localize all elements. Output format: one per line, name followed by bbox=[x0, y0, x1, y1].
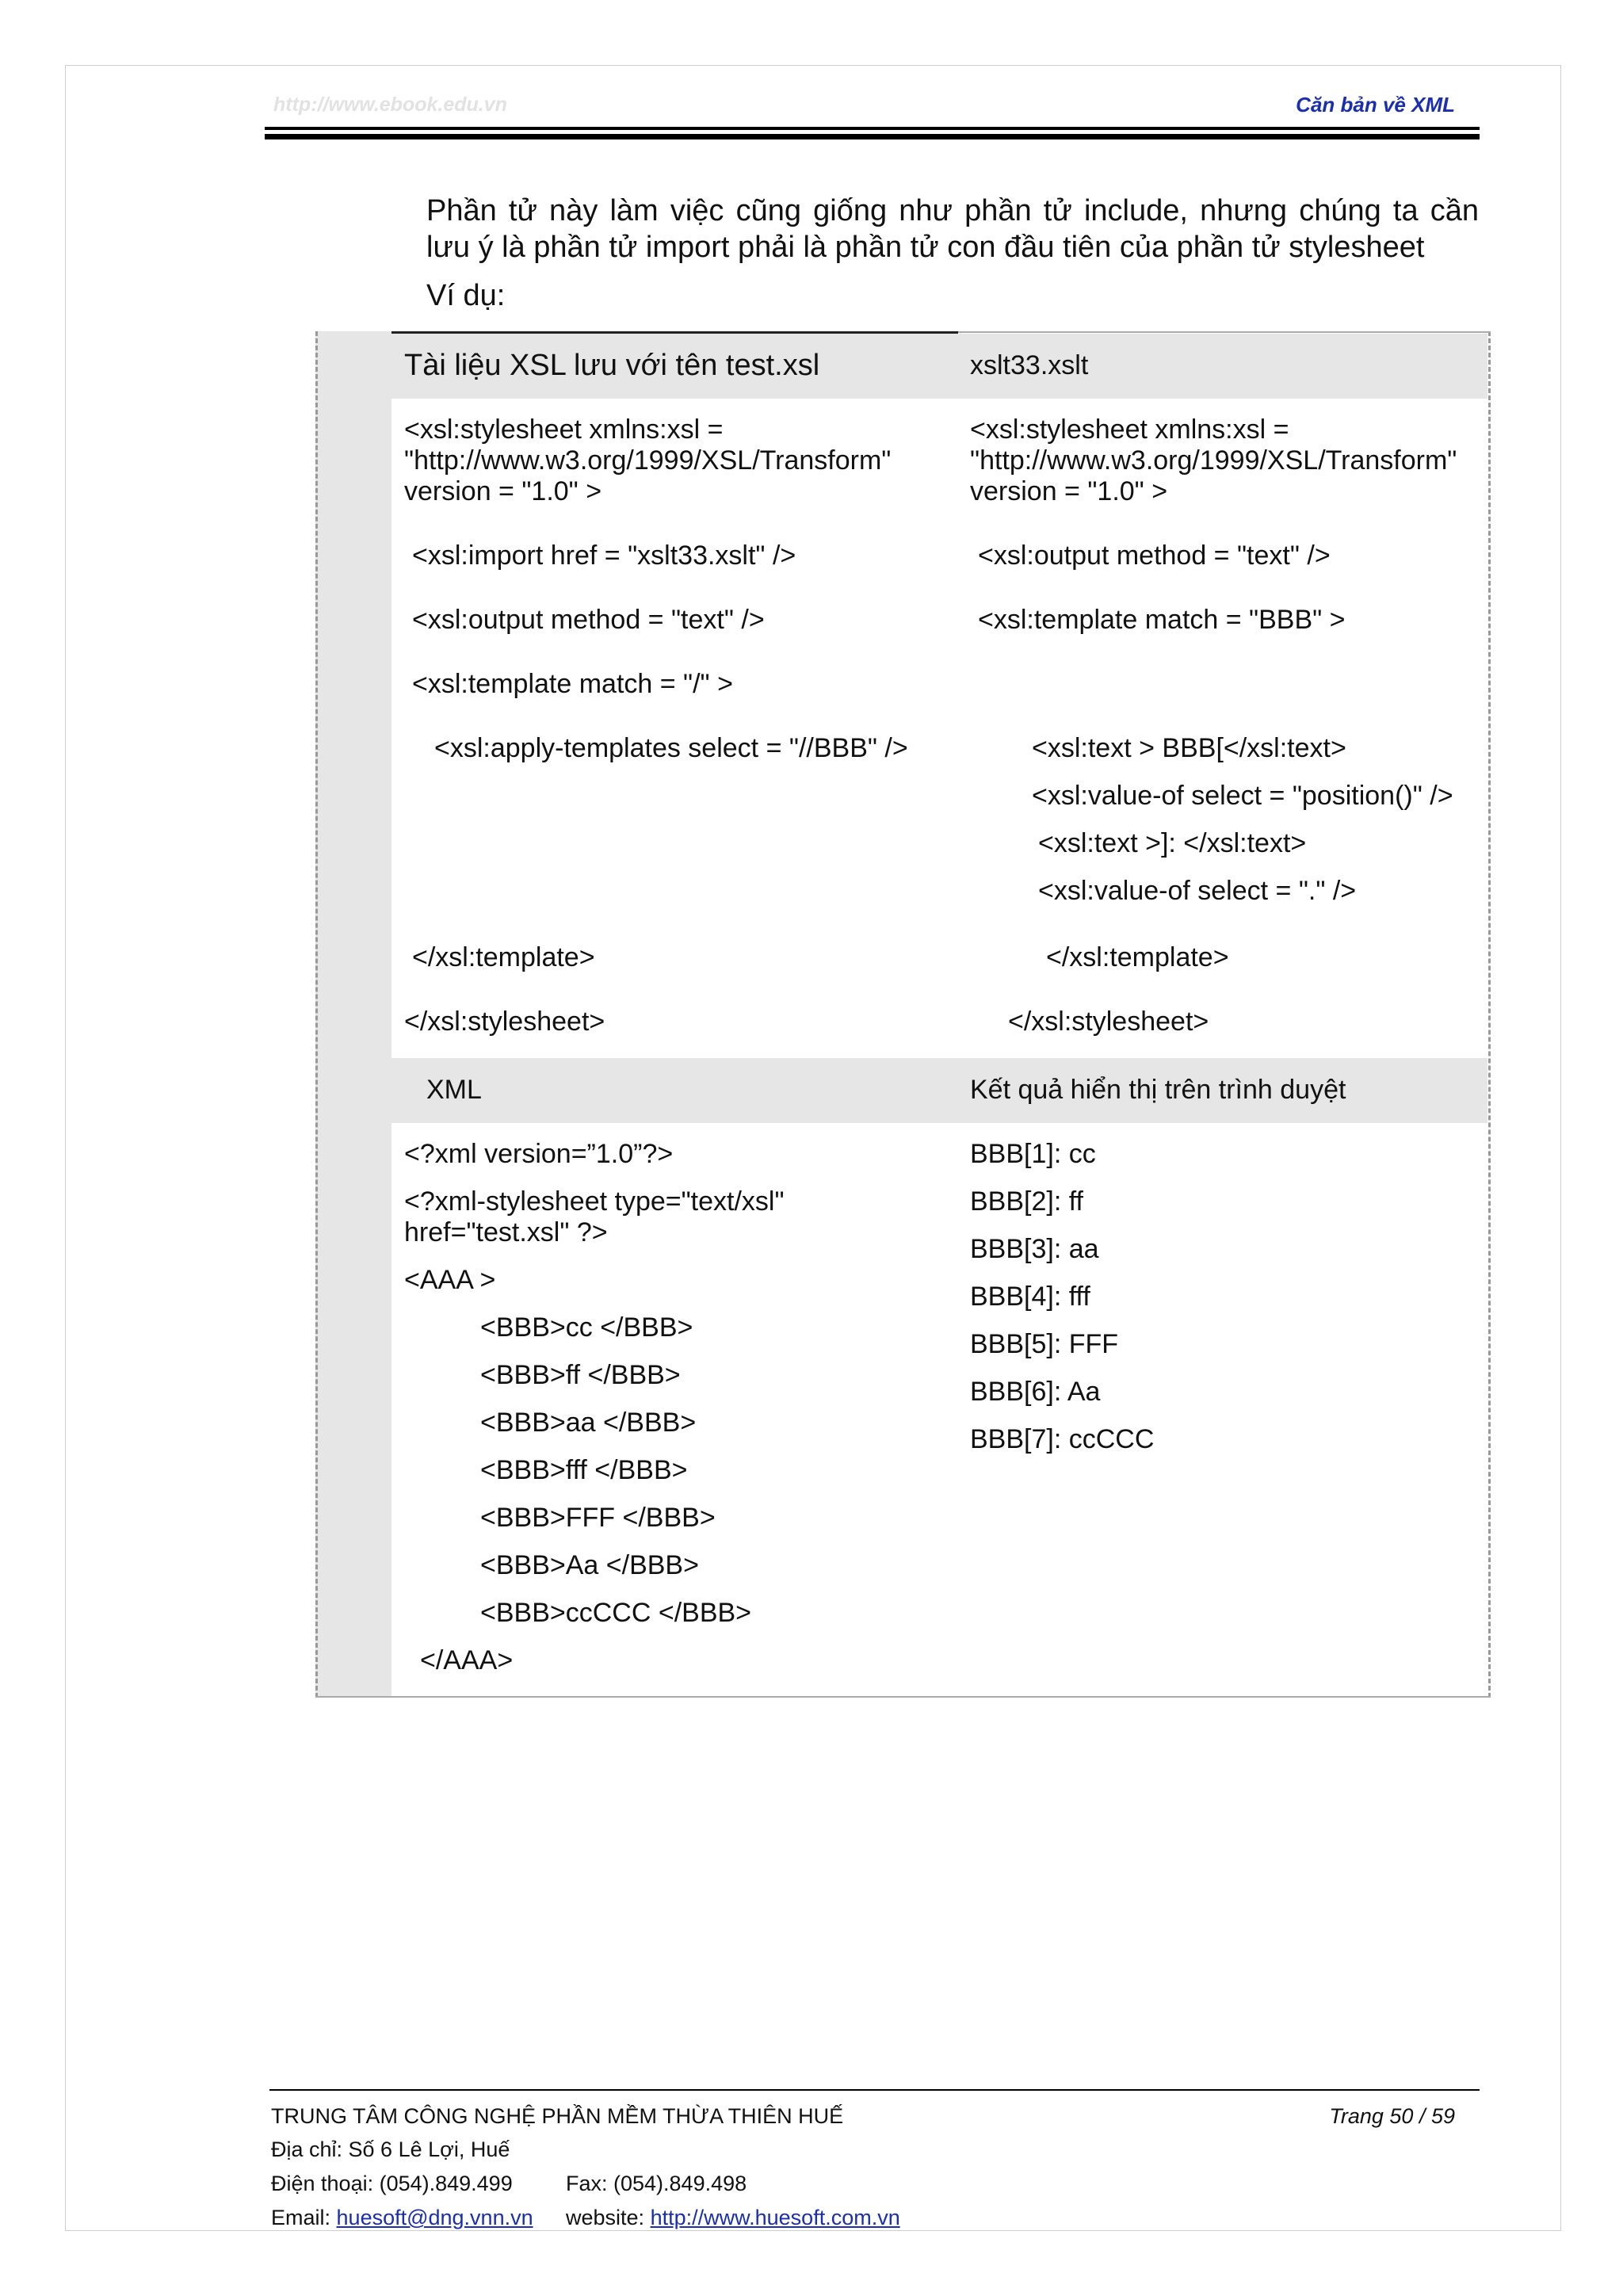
footer-phone: Điện thoại: (054).849.499 bbox=[271, 2172, 513, 2195]
code-line: </xsl:template> bbox=[412, 942, 595, 972]
code-line: <xsl:template match = "/" > bbox=[412, 669, 733, 699]
header-browser-result: Kết quả hiển thị trên trình duyệt bbox=[970, 1075, 1346, 1105]
result-line: BBB[4]: fff bbox=[970, 1282, 1090, 1312]
xml-line: </AAA> bbox=[420, 1645, 514, 1675]
example-label: Ví dụ: bbox=[426, 279, 506, 312]
xml-line: <BBB>cc </BBB> bbox=[480, 1312, 693, 1343]
table-side-bar bbox=[315, 331, 391, 1698]
xml-line: <BBB>Aa </BBB> bbox=[480, 1550, 699, 1580]
footer-website-link[interactable]: http://www.huesoft.com.vn bbox=[650, 2206, 900, 2229]
footer-address: Địa chỉ: Số 6 Lê Lợi, Huế bbox=[271, 2137, 510, 2161]
result-line: BBB[6]: Aa bbox=[970, 1377, 1101, 1407]
footer-email-row bbox=[271, 2206, 533, 2230]
code-line: <xsl:import href = "xslt33.xslt" /> bbox=[412, 541, 796, 571]
footer-org: TRUNG TÂM CÔNG NGHỆ PHẦN MỀM THỪA THIÊN HUẾ bbox=[271, 2104, 844, 2128]
footer-fax: Fax: (054).849.498 bbox=[566, 2172, 747, 2195]
footer-website-row bbox=[566, 2206, 900, 2230]
header-xslt33-file: xslt33.xslt bbox=[970, 350, 1089, 380]
xml-line: <BBB>ff </BBB> bbox=[480, 1360, 681, 1390]
code-line: </xsl:template> bbox=[1046, 942, 1229, 972]
header-rule-thick bbox=[265, 134, 1480, 139]
code-line: </xsl:stylesheet> bbox=[404, 1007, 605, 1037]
code-line: <xsl:text >]: </xsl:text> bbox=[1038, 828, 1307, 858]
code-line: <xsl:template match = "BBB" > bbox=[978, 605, 1346, 635]
table-right-edge bbox=[1487, 331, 1491, 1698]
code-line: version = "1.0" > bbox=[970, 476, 1168, 506]
code-line: "http://www.w3.org/1999/XSL/Transform" bbox=[404, 445, 892, 476]
xml-line: <?xml-stylesheet type="text/xsl" bbox=[404, 1186, 785, 1217]
code-line: version = "1.0" > bbox=[404, 476, 602, 506]
code-line: </xsl:stylesheet> bbox=[1008, 1007, 1209, 1037]
header-xsl-file: Tài liệu XSL lưu với tên test.xsl bbox=[404, 349, 820, 382]
code-line: <xsl:stylesheet xmlns:xsl = bbox=[970, 415, 1289, 445]
xml-line: <BBB>FFF </BBB> bbox=[480, 1503, 716, 1533]
result-line: BBB[3]: aa bbox=[970, 1234, 1099, 1264]
xml-line: <BBB>fff </BBB> bbox=[480, 1455, 688, 1485]
code-line: <xsl:stylesheet xmlns:xsl = bbox=[404, 415, 724, 445]
header-title: Căn bản về XML bbox=[1296, 93, 1455, 117]
result-line: BBB[2]: ff bbox=[970, 1186, 1084, 1217]
table-bottom-rule bbox=[315, 1696, 1491, 1698]
header-rule bbox=[265, 127, 1480, 130]
footer-email-link[interactable]: huesoft@dng.vnn.vn bbox=[336, 2206, 533, 2229]
code-line: <xsl:apply-templates select = "//BBB" /> bbox=[434, 733, 908, 763]
header-url: http://www.ebook.edu.vn bbox=[273, 94, 507, 116]
result-line: BBB[5]: FFF bbox=[970, 1329, 1119, 1359]
footer-rule bbox=[269, 2089, 1480, 2091]
xml-line: <BBB>aa </BBB> bbox=[480, 1408, 697, 1438]
code-line: <xsl:text > BBB[</xsl:text> bbox=[1032, 733, 1346, 763]
xml-line: <AAA > bbox=[404, 1265, 496, 1295]
header-xml: XML bbox=[426, 1075, 482, 1105]
code-line: <xsl:value-of select = "position()" /> bbox=[1032, 781, 1453, 811]
code-line: <xsl:output method = "text" /> bbox=[978, 541, 1331, 571]
code-line: "http://www.w3.org/1999/XSL/Transform" bbox=[970, 445, 1457, 476]
result-line: BBB[1]: cc bbox=[970, 1139, 1096, 1169]
table-top-rule-right bbox=[958, 331, 1491, 333]
code-line: <xsl:value-of select = "." /> bbox=[1038, 876, 1357, 906]
xml-line: <BBB>ccCCC </BBB> bbox=[480, 1598, 752, 1628]
result-line: BBB[7]: ccCCC bbox=[970, 1424, 1155, 1454]
code-line: <xsl:output method = "text" /> bbox=[412, 605, 765, 635]
page-number: Trang 50 / 59 bbox=[1329, 2104, 1455, 2128]
xml-line: href="test.xsl" ?> bbox=[404, 1217, 608, 1247]
xml-line: <?xml version=”1.0”?> bbox=[404, 1139, 674, 1169]
footer-email-label: Email: bbox=[271, 2206, 331, 2229]
footer-website-label: website: bbox=[566, 2206, 645, 2229]
intro-paragraph: Phần tử này làm việc cũng giống như phần tử include, nhưng chúng ta cần lưu ý là phần tử import phải là phần tử con đầu tiên của phần tử stylesheet bbox=[426, 194, 1479, 264]
example-table bbox=[315, 331, 1491, 1698]
